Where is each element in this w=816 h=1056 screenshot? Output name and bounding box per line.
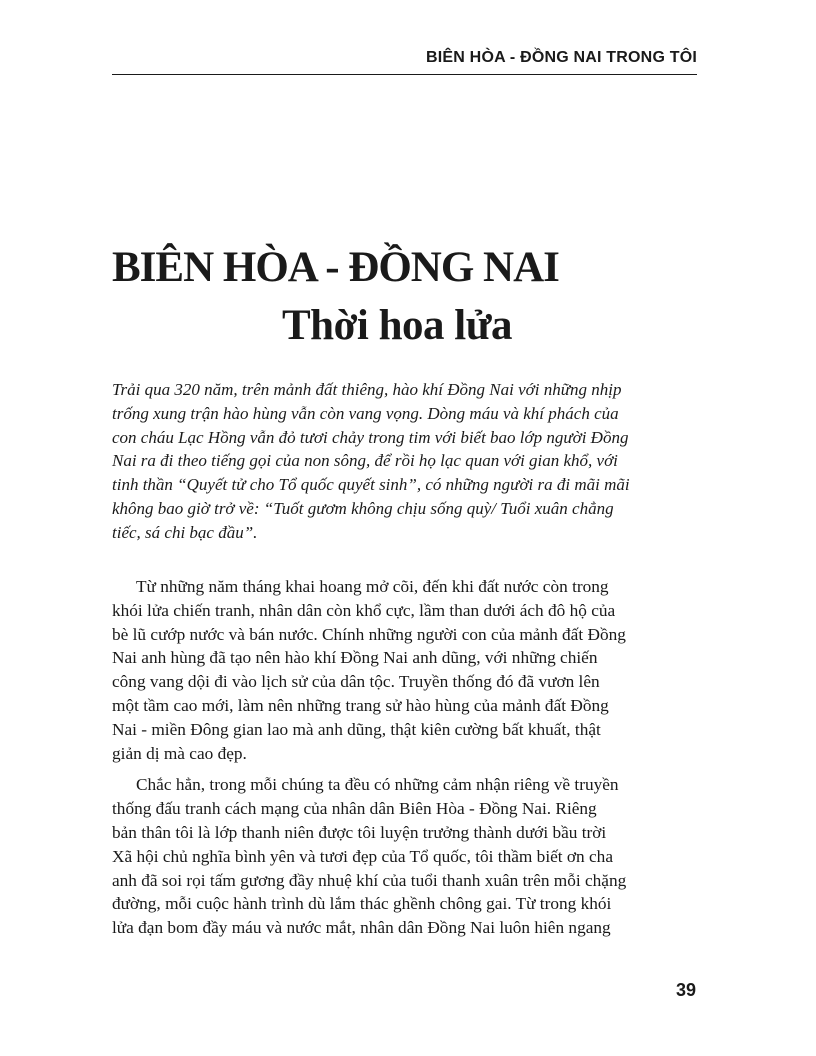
epigraph-line: con cháu Lạc Hồng vẫn đỏ tươi chảy trong tim với biết bao lớp người Đồng xyxy=(112,427,629,447)
body-line: Nai - miền Đông gian lao mà anh dũng, thật kiên cường bất khuất, thật xyxy=(112,719,601,739)
epigraph-line: tinh thần “Quyết tử cho Tổ quốc quyết sinh”, có những người ra đi mãi mãi xyxy=(112,475,630,495)
paragraph-gap xyxy=(112,765,706,773)
body-line: một tầm cao mới, làm nên những trang sử hào hùng của mảnh đất Đồng xyxy=(112,695,609,715)
page-number: 39 xyxy=(675,980,696,1000)
paragraph-1 xyxy=(112,575,706,765)
epigraph-line: không bao giờ trở về: “Tuốt gươm không chịu sống quỳ/ Tuổi xuân chẳng xyxy=(112,498,614,518)
body-line: anh đã soi rọi tấm gương đầy nhuệ khí của tuổi thanh xuân trên mỗi chặng xyxy=(112,870,627,890)
running-header: BIÊN HÒA - ĐỒNG NAI TRONG TÔI xyxy=(426,49,697,66)
body-line: Chắc hẳn, trong mỗi chúng ta đều có những cảm nhận riêng về truyền xyxy=(136,775,619,795)
body-line: khói lửa chiến tranh, nhân dân còn khổ cực, lầm than dưới ách đô hộ của xyxy=(112,600,616,620)
chapter-title-line2: Thời hoa lửa xyxy=(282,302,513,349)
body-line: công vang dội đi vào lịch sử của dân tộc. Truyền thống đó đã vươn lên xyxy=(112,672,600,692)
paragraph-2 xyxy=(112,773,706,940)
epigraph-line: tiếc, sá chi bạc đầu”. xyxy=(112,522,258,542)
body-line: giản dị mà cao đẹp. xyxy=(112,743,247,763)
body-line: thống đấu tranh cách mạng của nhân dân Biên Hòa - Đồng Nai. Riêng xyxy=(112,799,597,819)
epigraph xyxy=(112,378,702,545)
body-text xyxy=(112,575,706,940)
body-line: lửa đạn bom đầy máu và nước mắt, nhân dân Đồng Nai luôn hiên ngang xyxy=(112,918,611,938)
body-line: Nai anh hùng đã tạo nên hào khí Đồng Nai anh dũng, với những chiến xyxy=(112,648,598,668)
body-line: đường, mỗi cuộc hành trình dù lắm thác ghềnh chông gai. Từ trong khói xyxy=(112,894,612,914)
chapter-title-line1: BIÊN HÒA - ĐỒNG NAI xyxy=(112,244,559,291)
body-line: bè lũ cướp nước và bán nước. Chính những người con của mảnh đất Đồng xyxy=(112,624,626,644)
body-line: Từ những năm tháng khai hoang mở cõi, đến khi đất nước còn trong xyxy=(136,577,609,596)
epigraph-line: Trải qua 320 năm, trên mảnh đất thiêng, hào khí Đồng Nai với những nhịp xyxy=(112,380,622,399)
epigraph-line: Nai ra đi theo tiếng gọi của non sông, để rồi họ lạc quan với gian khổ, với xyxy=(112,451,618,471)
epigraph-line: trống xung trận hào hùng vẫn còn vang vọng. Dòng máu và khí phách của xyxy=(112,403,619,423)
header-rule xyxy=(112,74,697,75)
body-line: Xã hội chủ nghĩa bình yên và tươi đẹp của Tổ quốc, tôi thầm biết ơn cha xyxy=(112,846,613,866)
body-line: bản thân tôi là lớp thanh niên được tôi luyện trưởng thành dưới bầu trời xyxy=(112,822,607,842)
